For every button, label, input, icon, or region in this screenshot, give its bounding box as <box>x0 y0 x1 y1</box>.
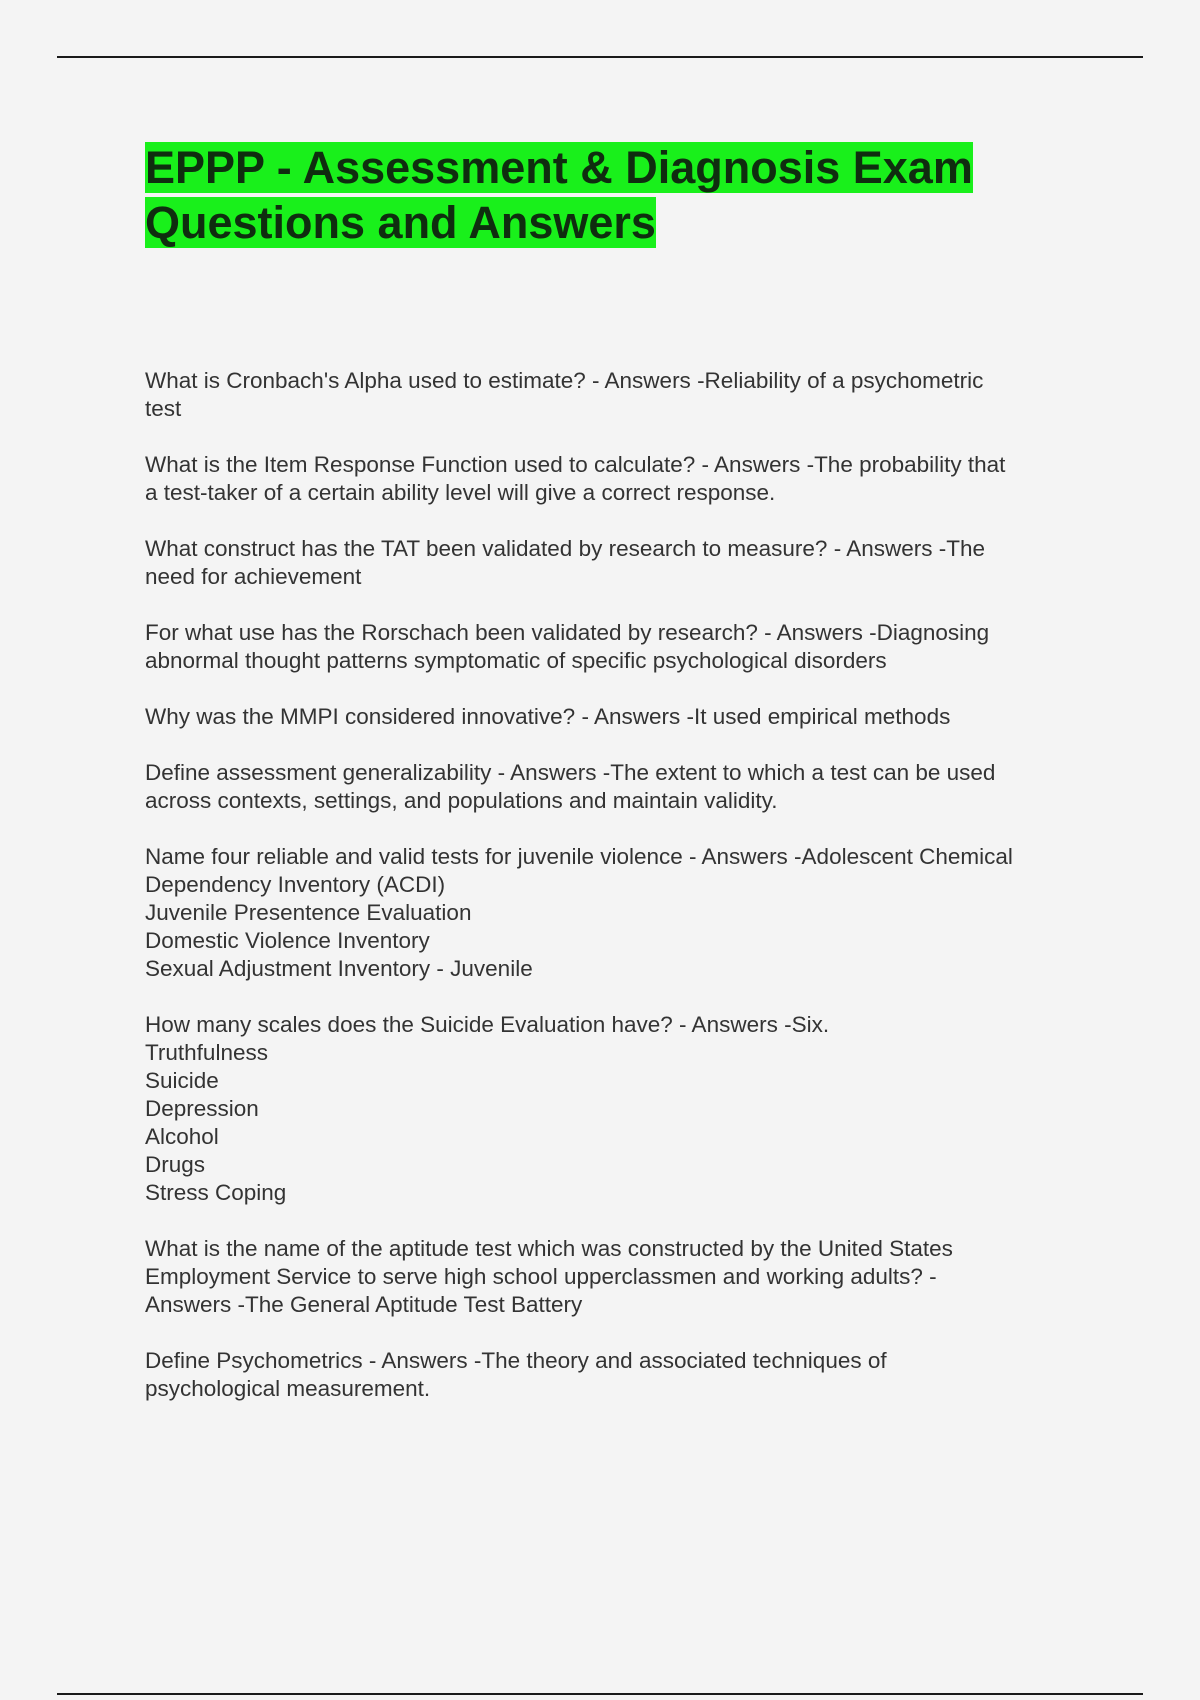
bottom-rule <box>57 1693 1143 1695</box>
qa-entry <box>145 451 1085 507</box>
qa-line: test <box>145 396 182 421</box>
qa-line: Juvenile Presentence Evaluation <box>145 900 472 925</box>
title-line-2: Questions and Answers <box>145 197 656 248</box>
qa-line: Name four reliable and valid tests for juvenile violence - Answers -Adolescent Chemical <box>145 844 1013 869</box>
qa-entry <box>145 535 1085 591</box>
qa-line: What is Cronbach's Alpha used to estimate? - Answers -Reliability of a psychometric <box>145 368 984 393</box>
title-line-1: EPPP - Assessment & Diagnosis Exam <box>145 142 973 193</box>
qa-line: Drugs <box>145 1152 206 1177</box>
qa-line: Stress Coping <box>145 1180 287 1205</box>
qa-entry <box>145 1011 1085 1207</box>
document-title <box>145 140 1045 250</box>
qa-line: What construct has the TAT been validated by research to measure? - Answers -The <box>145 536 985 561</box>
qa-line: Define Psychometrics - Answers -The theory and associated techniques of <box>145 1348 887 1373</box>
qa-line: a test-taker of a certain ability level will give a correct response. <box>145 480 776 505</box>
qa-line: Employment Service to serve high school upperclassmen and working adults? - <box>145 1264 937 1289</box>
qa-line: Answers -The General Aptitude Test Battery <box>145 1292 583 1317</box>
qa-entry <box>145 759 1085 815</box>
qa-line: Alcohol <box>145 1124 219 1149</box>
qa-line: Why was the MMPI considered innovative? - Answers -It used empirical methods <box>145 704 951 729</box>
qa-line: Sexual Adjustment Inventory - Juvenile <box>145 956 533 981</box>
qa-line: Depression <box>145 1096 259 1121</box>
qa-line: Truthfulness <box>145 1040 268 1065</box>
qa-line: Domestic Violence Inventory <box>145 928 430 953</box>
qa-line: What is the name of the aptitude test which was constructed by the United States <box>145 1236 953 1261</box>
qa-line: Suicide <box>145 1068 219 1093</box>
qa-entry <box>145 703 1085 731</box>
top-rule <box>57 56 1143 58</box>
qa-list <box>145 367 1085 1431</box>
qa-entry <box>145 1347 1085 1403</box>
qa-line: psychological measurement. <box>145 1376 431 1401</box>
qa-entry <box>145 1235 1085 1319</box>
qa-line: Define assessment generalizability - Answers -The extent to which a test can be used <box>145 760 996 785</box>
qa-line: How many scales does the Suicide Evaluation have? - Answers -Six. <box>145 1012 830 1037</box>
qa-entry <box>145 619 1085 675</box>
qa-entry <box>145 367 1085 423</box>
qa-line: across contexts, settings, and populations and maintain validity. <box>145 788 778 813</box>
qa-entry <box>145 843 1085 983</box>
qa-line: For what use has the Rorschach been validated by research? - Answers -Diagnosing <box>145 620 990 645</box>
qa-line: What is the Item Response Function used to calculate? - Answers -The probability that <box>145 452 1006 477</box>
qa-line: Dependency Inventory (ACDI) <box>145 872 446 897</box>
qa-line: need for achievement <box>145 564 362 589</box>
qa-line: abnormal thought patterns symptomatic of specific psychological disorders <box>145 648 887 673</box>
